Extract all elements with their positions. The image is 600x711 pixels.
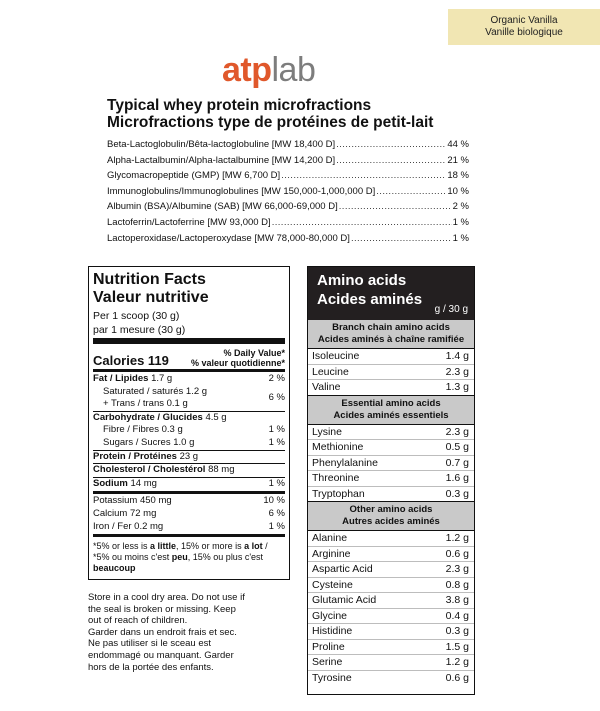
carb-amount: 4.5 g <box>202 411 227 423</box>
amino-row <box>308 624 474 640</box>
nutrient-row-fat <box>93 373 285 386</box>
amino-row <box>308 531 474 547</box>
section-rows-essential <box>308 425 474 502</box>
amino-name: Methionine <box>312 441 364 453</box>
calories-value: Calories 119 <box>93 353 169 368</box>
microfractions-title <box>107 97 433 131</box>
amino-name: Alanine <box>312 532 348 544</box>
potassium-label: Potassium 450 mg <box>93 495 172 507</box>
amino-name: Arginine <box>312 547 351 560</box>
nutrient-row-sugars <box>93 437 285 450</box>
logo-atp: atp <box>222 51 272 89</box>
nutrient-row-fibre <box>93 424 285 437</box>
microfraction-pct: 18 % <box>447 170 469 182</box>
amino-name: Proline <box>312 640 345 653</box>
dot-leader <box>336 155 446 166</box>
amino-row <box>308 655 474 671</box>
sat-trans-dv: 6 % <box>268 391 285 403</box>
amino-value: 0.3 g <box>445 487 469 500</box>
microfraction-row <box>107 170 469 186</box>
amino-value: 2.3 g <box>445 365 469 378</box>
amino-row <box>308 578 474 594</box>
calcium-dv: 6 % <box>268 507 285 519</box>
nutrient-row-cholesterol <box>93 464 285 477</box>
amino-value: 2.3 g <box>445 563 469 575</box>
cholesterol-amount: 88 mg <box>205 464 235 476</box>
fat-dv: 2 % <box>268 373 285 384</box>
amino-value: 1.2 g <box>445 532 469 544</box>
amino-name: Tryptophan <box>312 487 365 500</box>
amino-name: Glutamic Acid <box>312 594 377 606</box>
carb-label: Carbohydrate / Glucides <box>93 411 203 423</box>
divider-medium <box>93 534 285 537</box>
amino-row <box>308 471 474 487</box>
amino-name: Cysteine <box>312 578 353 591</box>
section-header-other: Other amino acids Autres acides aminés <box>308 501 474 531</box>
amino-name: Valine <box>312 381 341 393</box>
nutrient-row-potassium <box>93 495 285 508</box>
cholesterol-label: Cholesterol / Cholestérol <box>93 464 206 476</box>
microfraction-pct: 21 % <box>447 154 469 166</box>
section-rows-other <box>308 531 474 685</box>
fat-amount: 1.7 g <box>148 373 173 384</box>
protein-label: Protein / Protéines <box>93 450 177 462</box>
section-rows-bcaa <box>308 349 474 395</box>
calories-row <box>93 346 285 368</box>
microfraction-row <box>107 217 469 233</box>
microfraction-name: Glycomacropeptide (GMP) [MW 6,700 D] <box>107 170 281 182</box>
microfraction-name: Lactoperoxidase/Lactoperoxydase [MW 78,000-80,000 D] <box>107 232 350 244</box>
amino-row <box>308 380 474 395</box>
flavor-badge <box>448 9 600 45</box>
dot-leader <box>281 170 446 181</box>
amino-name: Threonine <box>312 472 360 484</box>
amino-name: Aspartic Acid <box>312 563 373 575</box>
protein-amount: 23 g <box>176 450 199 462</box>
daily-value-en: % Daily Value* <box>223 348 285 358</box>
microfraction-row <box>107 186 469 202</box>
iron-dv: 1 % <box>268 520 285 532</box>
amino-value: 0.6 g <box>445 547 469 560</box>
amino-value: 0.8 g <box>445 578 469 591</box>
amino-row <box>308 547 474 563</box>
daily-value-header <box>191 348 285 368</box>
nutrition-title-fr: Valeur nutritive <box>93 289 209 306</box>
amino-name: Glycine <box>312 609 348 622</box>
nutrition-facts-panel <box>88 266 290 580</box>
amino-name: Tyrosine <box>312 671 352 684</box>
microfraction-pct: 44 % <box>447 139 469 150</box>
flavor-en: Organic Vanilla <box>490 15 558 26</box>
storage-instructions <box>88 592 248 673</box>
amino-acids-panel <box>307 266 475 695</box>
sugars-dv: 1 % <box>268 436 285 448</box>
amino-row <box>308 609 474 625</box>
amino-name: Leucine <box>312 365 349 378</box>
amino-value: 2.3 g <box>445 425 469 438</box>
dot-leader <box>336 139 446 150</box>
amino-name: Histidine <box>312 625 353 637</box>
amino-row <box>308 425 474 441</box>
microfraction-name: Albumin (BSA)/Albumine (SAB) [MW 66,000-69,000 D] <box>107 201 338 213</box>
sodium-amount: 14 mg <box>127 477 157 489</box>
microfraction-row <box>107 155 469 171</box>
amino-name: Lysine <box>312 425 342 438</box>
amino-title-en: Amino acids <box>317 272 407 289</box>
flavor-fr: Vanille biologique <box>485 27 563 38</box>
amino-row <box>308 562 474 578</box>
iron-label: Iron / Fer 0.2 mg <box>93 520 164 532</box>
nutrient-row-sat-trans <box>93 386 285 411</box>
microfractions-title-en: Typical whey protein microfractions <box>107 97 372 114</box>
fibre-dv: 1 % <box>268 424 285 436</box>
microfraction-name: Alpha-Lactalbumin/Alpha-lactalbumine [MW 14,200 D] <box>107 154 336 166</box>
microfraction-pct: 1 % <box>452 232 469 244</box>
brand-logo <box>222 50 315 90</box>
nutrient-row-sodium <box>93 478 285 491</box>
serving-size-en: Per 1 scoop (30 g) <box>93 310 180 322</box>
dot-leader <box>272 217 452 228</box>
amino-value: 3.8 g <box>445 594 469 606</box>
amino-header <box>308 267 474 320</box>
microfraction-row <box>107 139 469 155</box>
daily-value-footnote: *5% or less is a little, 15% or more is a lot / *5% ou moins c'est peu, 15% ou plus c'est beaucoup <box>93 541 268 574</box>
amino-name: Phenylalanine <box>312 456 378 469</box>
serving-size-fr: par 1 mesure (30 g) <box>93 324 186 336</box>
nutrient-row-calcium <box>93 508 285 521</box>
microfraction-pct: 1 % <box>452 216 469 228</box>
microfraction-pct: 2 % <box>452 201 469 213</box>
microfraction-row <box>107 201 469 217</box>
section-header-essential: Essential amino acids Acides aminés essentiels <box>308 395 474 425</box>
nutrition-title-en: Nutrition Facts <box>93 271 206 288</box>
divider-thick <box>93 338 285 344</box>
dot-leader <box>351 233 452 244</box>
daily-value-fr: % valeur quotidienne* <box>190 358 285 368</box>
nutrient-row-iron <box>93 521 285 534</box>
amino-value: 1.5 g <box>445 640 469 653</box>
fat-label: Fat / Lipides <box>93 373 149 384</box>
microfraction-row <box>107 233 469 249</box>
section-header-bcaa: Branch chain amino acids Acides aminés à chaîne ramifiée <box>308 320 474 349</box>
amino-value: 0.3 g <box>445 625 469 637</box>
microfraction-name: Beta-Lactoglobulin/Bêta-lactoglobuline [MW 18,400 D] <box>107 139 336 150</box>
microfractions-title-fr: Microfractions type de protéines de petit-lait <box>107 114 434 131</box>
amino-row <box>308 456 474 472</box>
divider-medium <box>93 491 285 494</box>
divider-medium <box>93 369 285 372</box>
amino-unit: g / 30 g <box>434 304 468 315</box>
fibre-label: Fibre / Fibres 0.3 g <box>103 424 183 436</box>
amino-value: 0.6 g <box>445 671 469 684</box>
microfraction-pct: 10 % <box>447 185 469 197</box>
amino-row <box>308 487 474 502</box>
amino-title-fr: Acides aminés <box>317 291 423 308</box>
amino-value: 1.6 g <box>445 472 469 484</box>
logo-lab: lab <box>271 51 316 89</box>
amino-value: 0.7 g <box>445 456 469 469</box>
sodium-dv: 1 % <box>268 477 285 489</box>
sodium-label: Sodium <box>93 477 128 489</box>
amino-name: Isoleucine <box>312 350 360 362</box>
saturated-label: Saturated / saturés 1.2 g <box>103 385 208 397</box>
amino-name: Serine <box>312 656 343 668</box>
amino-value: 1.3 g <box>445 381 469 393</box>
amino-value: 1.4 g <box>445 350 469 362</box>
amino-row <box>308 349 474 365</box>
storage-fr: Garder dans un endroit frais et sec. Ne pas utiliser si le sceau est endommagé ou manquant. Garder hors de la portée des enfants. <box>88 626 237 673</box>
calcium-label: Calcium 72 mg <box>93 507 157 519</box>
amino-row <box>308 640 474 656</box>
storage-en: Store in a cool dry area. Do not use if the seal is broken or missing. Keep out of reach of children. <box>88 592 245 627</box>
amino-row <box>308 365 474 381</box>
microfraction-name: Lactoferrin/Lactoferrine [MW 93,000 D] <box>107 216 271 228</box>
amino-row <box>308 440 474 456</box>
amino-row <box>308 593 474 609</box>
amino-value: 1.2 g <box>445 656 469 668</box>
amino-value: 0.4 g <box>445 609 469 622</box>
nutrient-row-carb <box>93 412 285 425</box>
amino-row <box>308 671 474 686</box>
dot-leader <box>376 186 446 197</box>
microfraction-name: Immunoglobulins/Immunoglobulines [MW 150,000-1,000,000 D] <box>107 185 376 197</box>
nutrient-row-protein <box>93 451 285 464</box>
dot-leader <box>339 201 452 212</box>
trans-label: + Trans / trans 0.1 g <box>103 398 188 410</box>
microfractions-list <box>107 139 469 248</box>
sugars-label: Sugars / Sucres 1.0 g <box>103 436 195 448</box>
amino-value: 0.5 g <box>445 441 469 453</box>
potassium-dv: 10 % <box>263 495 285 507</box>
